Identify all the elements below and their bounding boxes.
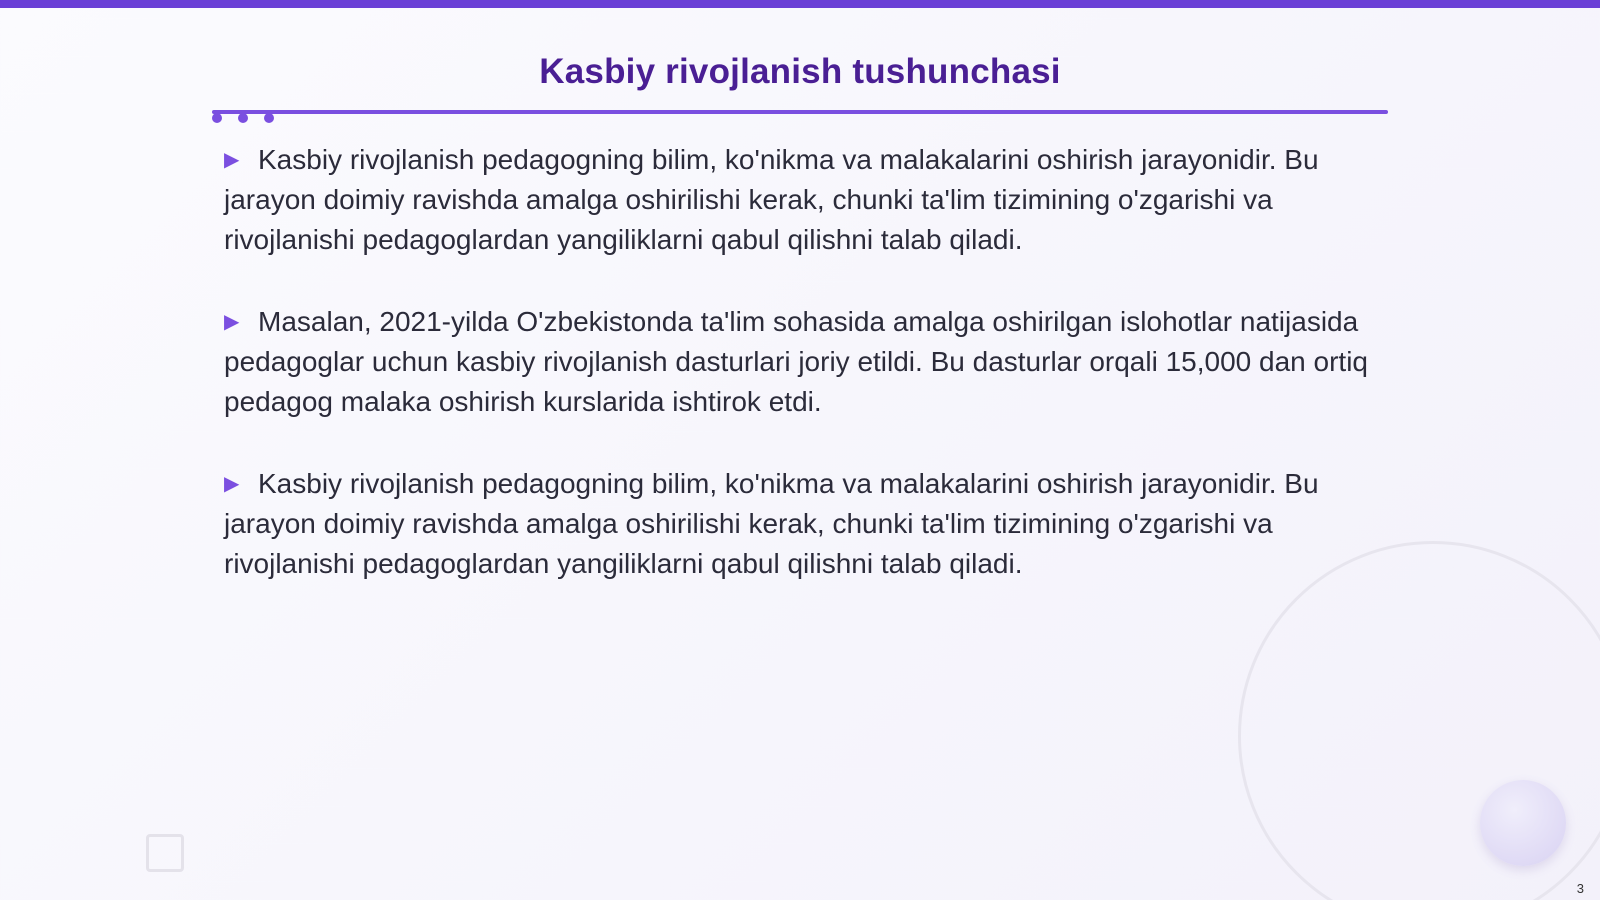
paragraph-3 — [224, 464, 1394, 584]
triangle-bullet-icon: ▶ — [224, 473, 240, 495]
title-dots-decoration — [212, 113, 274, 125]
decor-dot — [264, 113, 274, 123]
slide-title: Kasbiy rivojlanish tushunchasi — [539, 52, 1061, 91]
decor-dot — [238, 113, 248, 123]
decorative-square — [146, 834, 184, 872]
page-number: 3 — [1576, 881, 1584, 896]
triangle-bullet-icon: ▶ — [224, 311, 240, 333]
decor-dot — [212, 113, 222, 123]
top-accent-bar — [0, 0, 1600, 8]
triangle-bullet-icon: ▶ — [224, 149, 240, 171]
decorative-sphere — [1480, 780, 1566, 866]
paragraph-text: Kasbiy rivojlanish pedagogning bilim, ko'nikma va malakalarini oshirish jarayonidir. Bu jarayon doimiy ravishda amalga oshirilishi kerak, chunki ta'lim tizimining o'zgarishi va rivojlanishi pedagoglardan yangiliklarni qabul qilishni talab qiladi. — [224, 144, 1319, 255]
paragraph-text: Masalan, 2021-yilda O'zbekistonda ta'lim sohasida amalga oshirilgan islohotlar natijasida pedagoglar uchun kasbiy rivojlanish dasturlari joriy etildi. Bu dasturlar orqali 15,000 dan ortiq pedagog malaka oshirish kurslarida ishtirok etdi. — [224, 306, 1368, 417]
paragraph-2 — [224, 302, 1394, 422]
paragraph-text: Kasbiy rivojlanish pedagogning bilim, ko'nikma va malakalarini oshirish jarayonidir. Bu jarayon doimiy ravishda amalga oshirilishi kerak, chunki ta'lim tizimining o'zgarishi va rivojlanishi pedagoglardan yangiliklarni qabul qilishni talab qiladi. — [224, 468, 1319, 579]
paragraph-1 — [224, 140, 1394, 260]
slide-body — [224, 140, 1394, 626]
title-underline — [212, 110, 1388, 114]
